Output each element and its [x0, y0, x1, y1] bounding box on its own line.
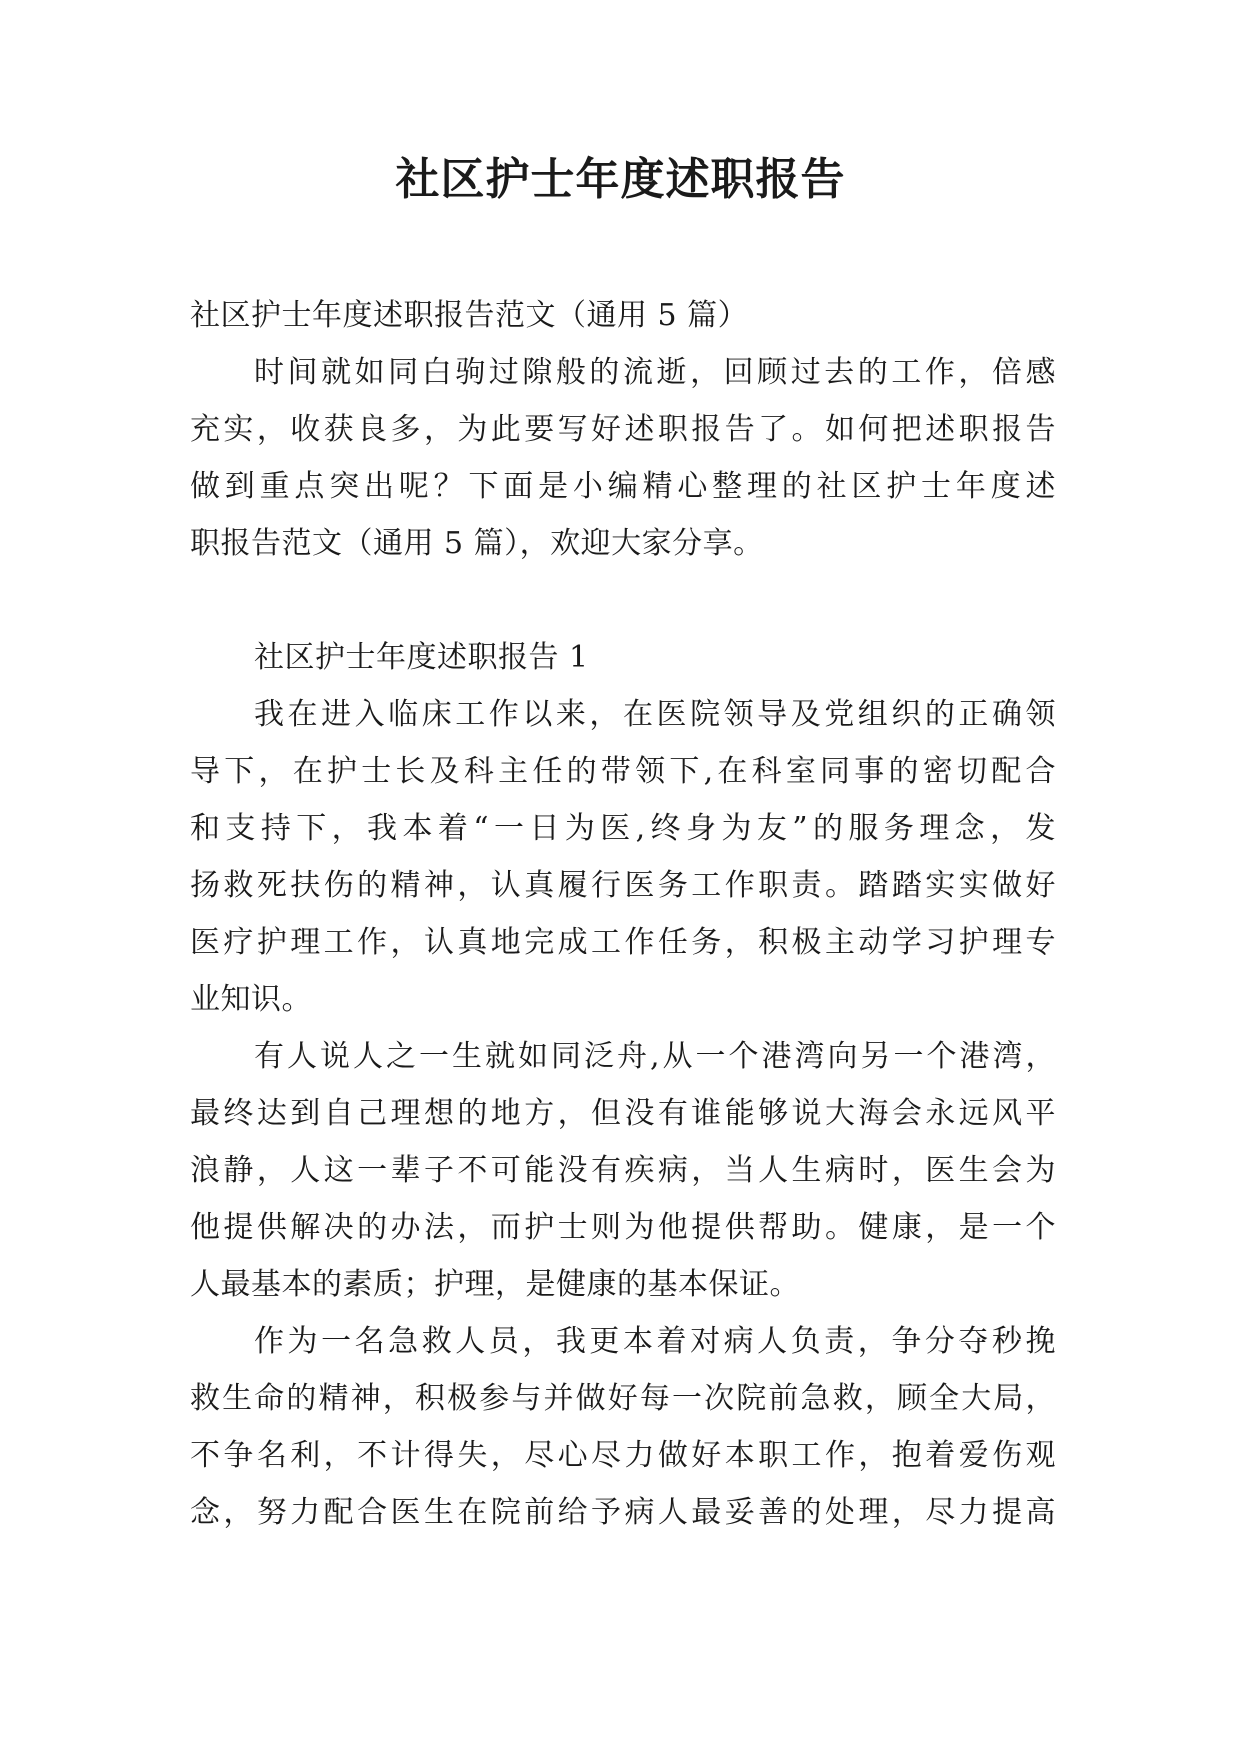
paragraph-line: 念，努力配合医生在院前给予病人最妥善的处理，尽力提高	[190, 1495, 1056, 1530]
paragraph-line: 不争名利，不计得失，尽心尽力做好本职工作，抱着爱伤观	[190, 1438, 1056, 1473]
paragraph-line: 最终达到自己理想的地方，但没有谁能够说大海会永远风平	[190, 1096, 1056, 1131]
paragraph-line: 作为一名急救人员，我更本着对病人负责，争分夺秒挽	[254, 1324, 1056, 1359]
paragraph-line: 扬救死扶伤的精神，认真履行医务工作职责。踏踏实实做好	[190, 868, 1056, 903]
intro-line: 职报告范文（通用 5 篇），欢迎大家分享。	[190, 526, 764, 561]
paragraph-line: 导下，在护士长及科主任的带领下,在科室同事的密切配合	[190, 754, 1056, 789]
intro-line: 时间就如同白驹过隙般的流逝，回顾过去的工作，倍感	[254, 355, 1056, 390]
paragraph-line: 我在进入临床工作以来，在医院领导及党组织的正确领	[254, 697, 1056, 732]
body-paragraph-3	[190, 1313, 1056, 1541]
paragraph-line: 有人说人之一生就如同泛舟,从一个港湾向另一个港湾，	[254, 1039, 1056, 1074]
blank-spacer	[190, 572, 1056, 629]
intro-line: 做到重点突出呢？下面是小编精心整理的社区护士年度述	[190, 469, 1056, 504]
paragraph-line: 人最基本的素质；护理，是健康的基本保证。	[190, 1267, 800, 1302]
paragraph-line: 救生命的精神，积极参与并做好每一次院前急救，顾全大局，	[190, 1381, 1056, 1416]
paragraph-line: 他提供解决的办法，而护士则为他提供帮助。健康，是一个	[190, 1210, 1056, 1245]
intro-paragraph	[190, 344, 1056, 572]
paragraph-line: 浪静，人这一辈子不可能没有疾病，当人生病时，医生会为	[190, 1153, 1056, 1188]
body-paragraph-1	[190, 686, 1056, 1028]
document-title: 社区护士年度述职报告	[395, 154, 846, 205]
document-body	[190, 287, 1056, 1541]
section-heading: 社区护士年度述职报告 1	[254, 640, 589, 675]
intro-line: 充实，收获良多，为此要写好述职报告了。如何把述职报告	[190, 412, 1056, 447]
body-paragraph-2	[190, 1028, 1056, 1313]
paragraph-line: 业知识。	[190, 982, 312, 1017]
paragraph-line: 医疗护理工作，认真地完成工作任务，积极主动学习护理专	[190, 925, 1056, 960]
paragraph-line: 和支持下，我本着“一日为医,终身为友”的服务理念，发	[190, 811, 1056, 846]
document-subtitle: 社区护士年度述职报告范文（通用 5 篇）	[190, 298, 749, 333]
